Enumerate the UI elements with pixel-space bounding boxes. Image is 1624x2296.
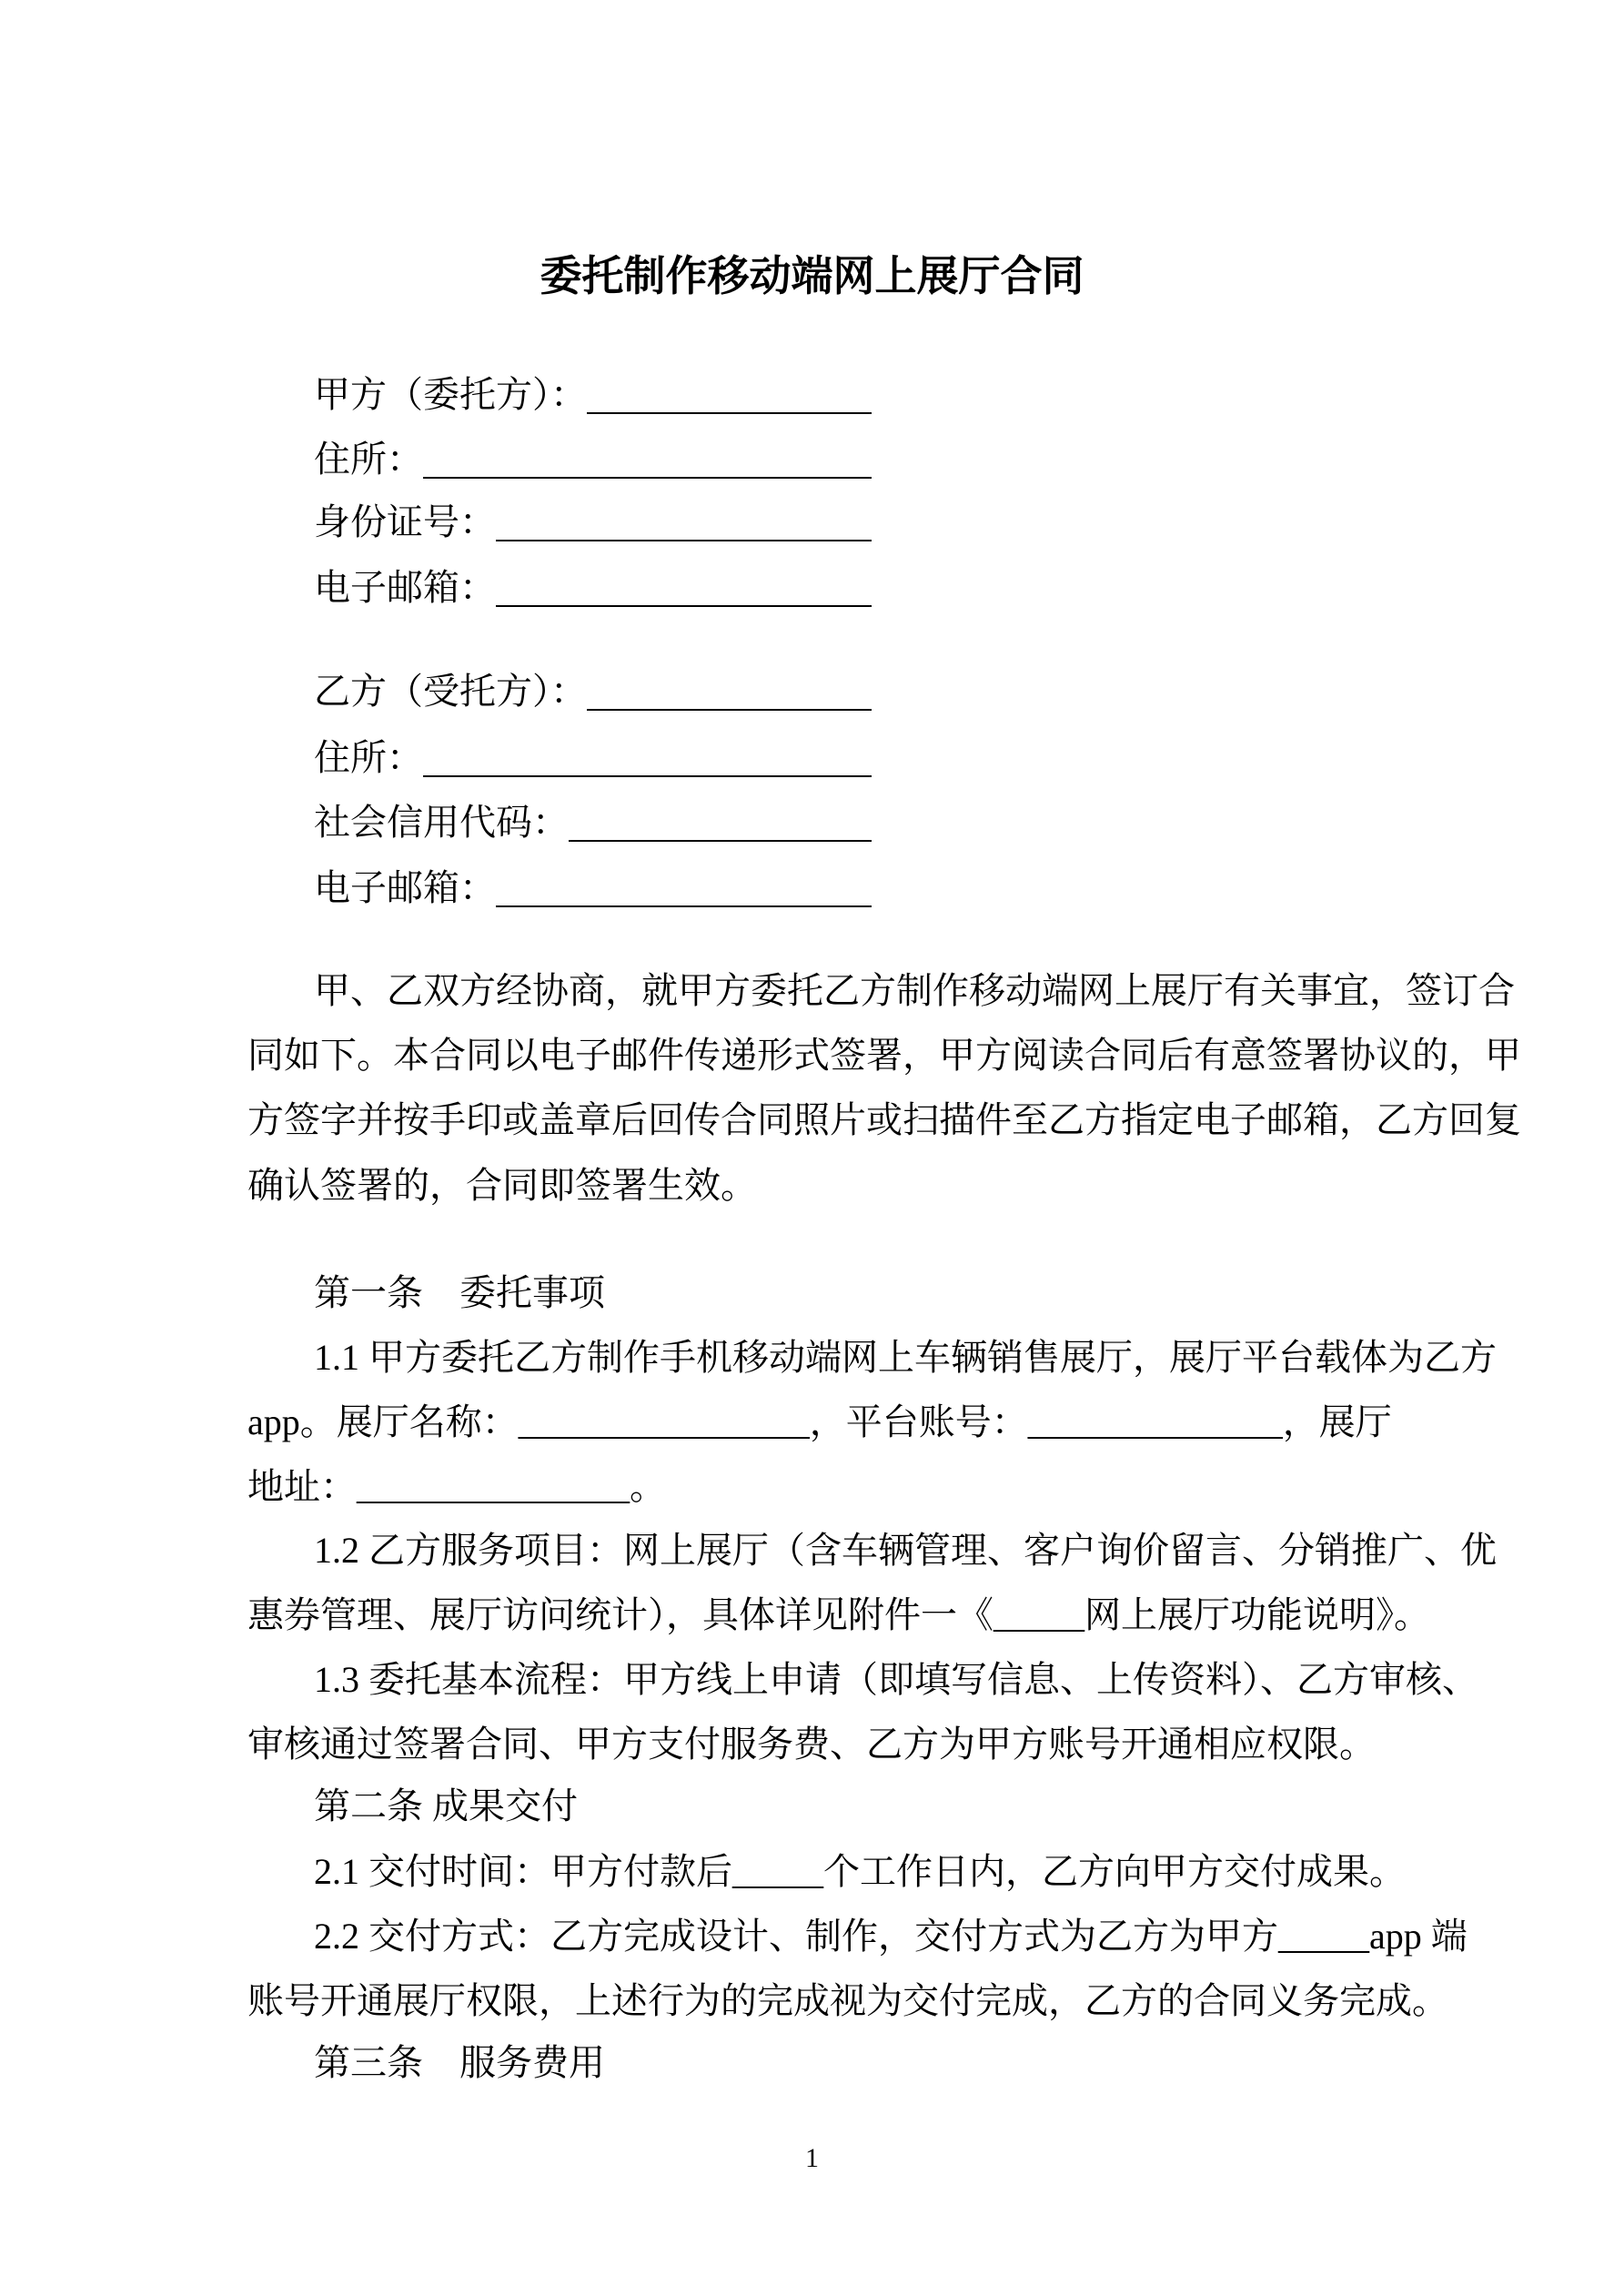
field-label: 乙方（受托方）： bbox=[314, 671, 587, 712]
party-b-email-field bbox=[314, 856, 872, 920]
blank-line bbox=[496, 556, 872, 607]
party-b-address-field bbox=[314, 726, 872, 790]
field-label: 住所： bbox=[314, 737, 423, 778]
article-2-heading: 第二条 成果交付 bbox=[314, 1785, 578, 1826]
party-a-address-field bbox=[314, 428, 872, 491]
article-1-heading: 第一条 委托事项 bbox=[314, 1272, 605, 1313]
article-3-heading: 第三条 服务费用 bbox=[314, 2042, 605, 2083]
blank-line bbox=[423, 726, 872, 777]
clause-line: 账号开通展厅权限，上述行为的完成视为交付完成，乙方的合同义务完成。 bbox=[247, 1980, 1448, 2021]
clause-line: 2.2 交付方式：乙方完成设计、制作，交付方式为乙方为甲方_____app 端 bbox=[314, 1916, 1468, 1957]
clause-line: 审核通过签署合同、甲方支付服务费、乙方为甲方账号开通相应权限。 bbox=[247, 1724, 1376, 1765]
clause-line: 惠券管理、展厅访问统计），具体详见附件一《_____网上展厅功能说明》。 bbox=[247, 1594, 1430, 1635]
field-label: 电子邮箱： bbox=[314, 567, 496, 608]
blank-line bbox=[587, 660, 872, 711]
party-a-name-field bbox=[314, 363, 872, 427]
field-label: 甲方（委托方）： bbox=[314, 374, 587, 415]
field-label: 电子邮箱： bbox=[314, 867, 496, 908]
clause-line: 1.1 甲方委托乙方制作手机移动端网上车辆销售展厅，展厅平台载体为乙方 bbox=[314, 1337, 1497, 1378]
field-label: 社会信用代码： bbox=[314, 802, 569, 843]
party-b-name-field bbox=[314, 660, 872, 723]
intro-line: 甲、乙双方经协商，就甲方委托乙方制作移动端网上展厅有关事宜，签订合 bbox=[314, 970, 1515, 1011]
page-number: 1 bbox=[805, 2143, 819, 2173]
blank-line bbox=[496, 491, 872, 541]
clause-line: 1.3 委托基本流程：甲方线上申请（即填写信息、上传资料）、乙方审核、 bbox=[314, 1659, 1478, 1700]
clause-line: 地址：_______________。 bbox=[247, 1466, 666, 1507]
clause-line: 2.1 交付时间：甲方付款后_____个工作日内，乙方向甲方交付成果。 bbox=[314, 1851, 1406, 1892]
blank-line bbox=[496, 856, 872, 907]
blank-line bbox=[569, 791, 872, 842]
intro-line: 同如下。本合同以电子邮件传递形式签署，甲方阅读合同后有意签署协议的，甲 bbox=[247, 1035, 1521, 1076]
party-a-email-field bbox=[314, 556, 872, 620]
field-label: 身份证号： bbox=[314, 501, 496, 542]
clause-line: 1.2 乙方服务项目：网上展厅（含车辆管理、客户询价留言、分销推广、优 bbox=[314, 1530, 1497, 1571]
intro-line: 方签字并按手印或盖章后回传合同照片或扫描件至乙方指定电子邮箱，乙方回复 bbox=[247, 1099, 1521, 1140]
intro-line: 确认签署的，合同即签署生效。 bbox=[247, 1165, 757, 1206]
document-title: 委托制作移动端网上展厅合同 bbox=[540, 253, 1084, 299]
party-b-credit-code-field bbox=[314, 791, 872, 855]
field-label: 住所： bbox=[314, 439, 423, 480]
clause-line: app。展厅名称：________________，平台账号：______________，展厅 bbox=[247, 1401, 1392, 1442]
party-a-id-field bbox=[314, 491, 872, 554]
blank-line bbox=[423, 428, 872, 479]
blank-line bbox=[587, 363, 872, 414]
